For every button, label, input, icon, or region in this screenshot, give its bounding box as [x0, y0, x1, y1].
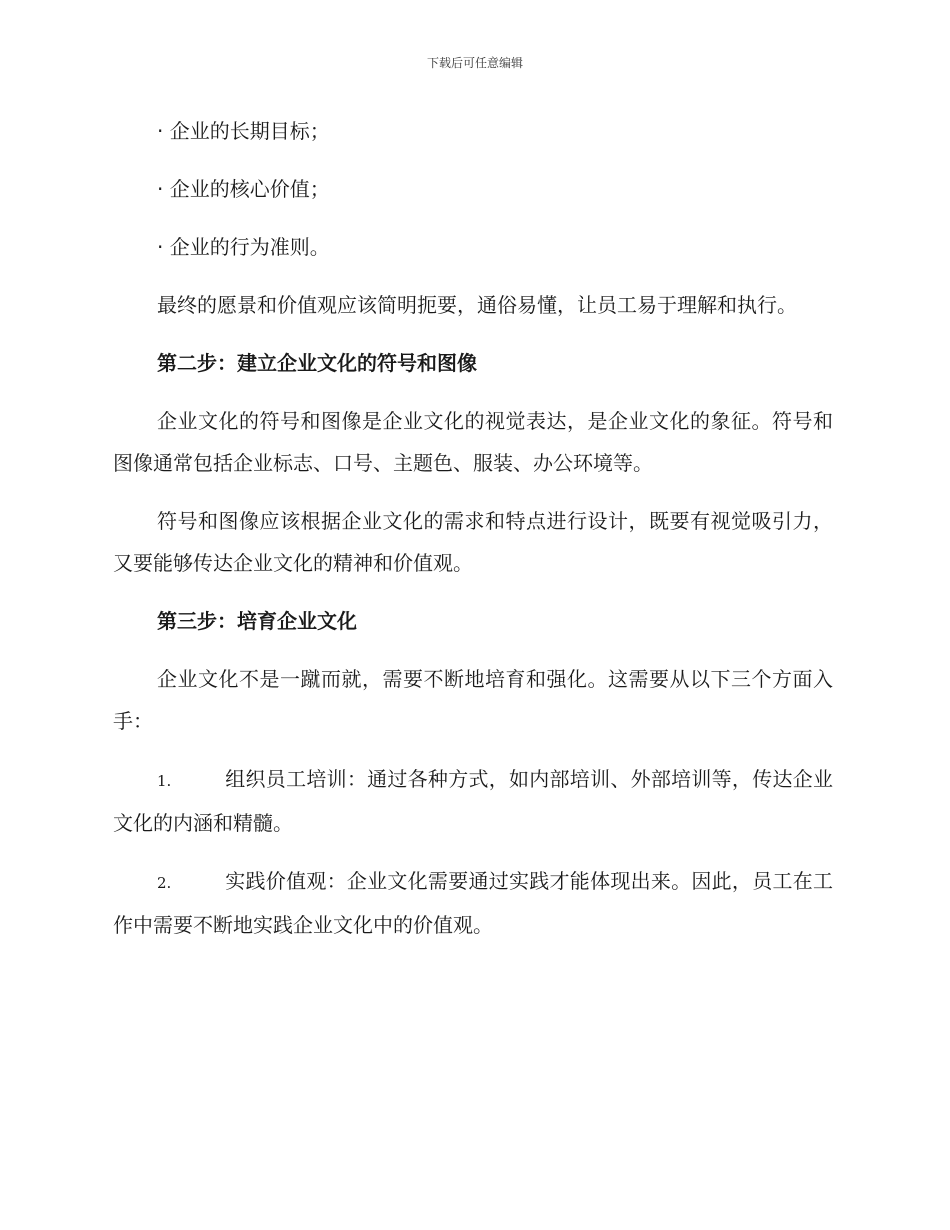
paragraph-symbols-design: 符号和图像应该根据企业文化的需求和特点进行设计，既要有视觉吸引力，又要能够传达企业文化的精神和价值观。: [113, 509, 833, 575]
list-item-text: 组织员工培训：通过各种方式，如内部培训、外部培训等，传达企业文化的内涵和精髓。: [113, 767, 833, 835]
paragraph-final-vision: 最终的愿景和价值观应该简明扼要，通俗易懂，让员工易于理解和执行。: [157, 293, 797, 317]
bullet-item-core-value: · 企业的核心价值；: [157, 177, 330, 201]
list-item-text: 实践价值观：企业文化需要通过实践才能体现出来。因此，员工在工作中需要不断地实践企业文化中的价值观。: [113, 869, 833, 937]
section-heading-step-3: 第三步：培育企业文化: [157, 609, 357, 633]
paragraph-cultivate-intro: 企业文化不是一蹴而就，需要不断地培育和强化。这需要从以下三个方面入手：: [113, 667, 833, 733]
list-item-practice: [113, 860, 833, 946]
bullet-item-long-term-goal: · 企业的长期目标；: [157, 119, 330, 143]
bullet-item-code-of-conduct: · 企业的行为准则。: [157, 235, 330, 259]
header-note: 下载后可任意编辑: [426, 56, 523, 70]
list-number: 1.: [157, 772, 172, 790]
list-item-training: [113, 758, 833, 844]
list-number: 2.: [157, 874, 172, 892]
document-body: [113, 110, 833, 962]
section-heading-step-2: 第二步：建立企业文化的符号和图像: [157, 351, 477, 375]
paragraph-symbols-definition: 企业文化的符号和图像是企业文化的视觉表达，是企业文化的象征。符号和图像通常包括企业标志、口号、主题色、服装、办公环境等。: [113, 409, 833, 475]
